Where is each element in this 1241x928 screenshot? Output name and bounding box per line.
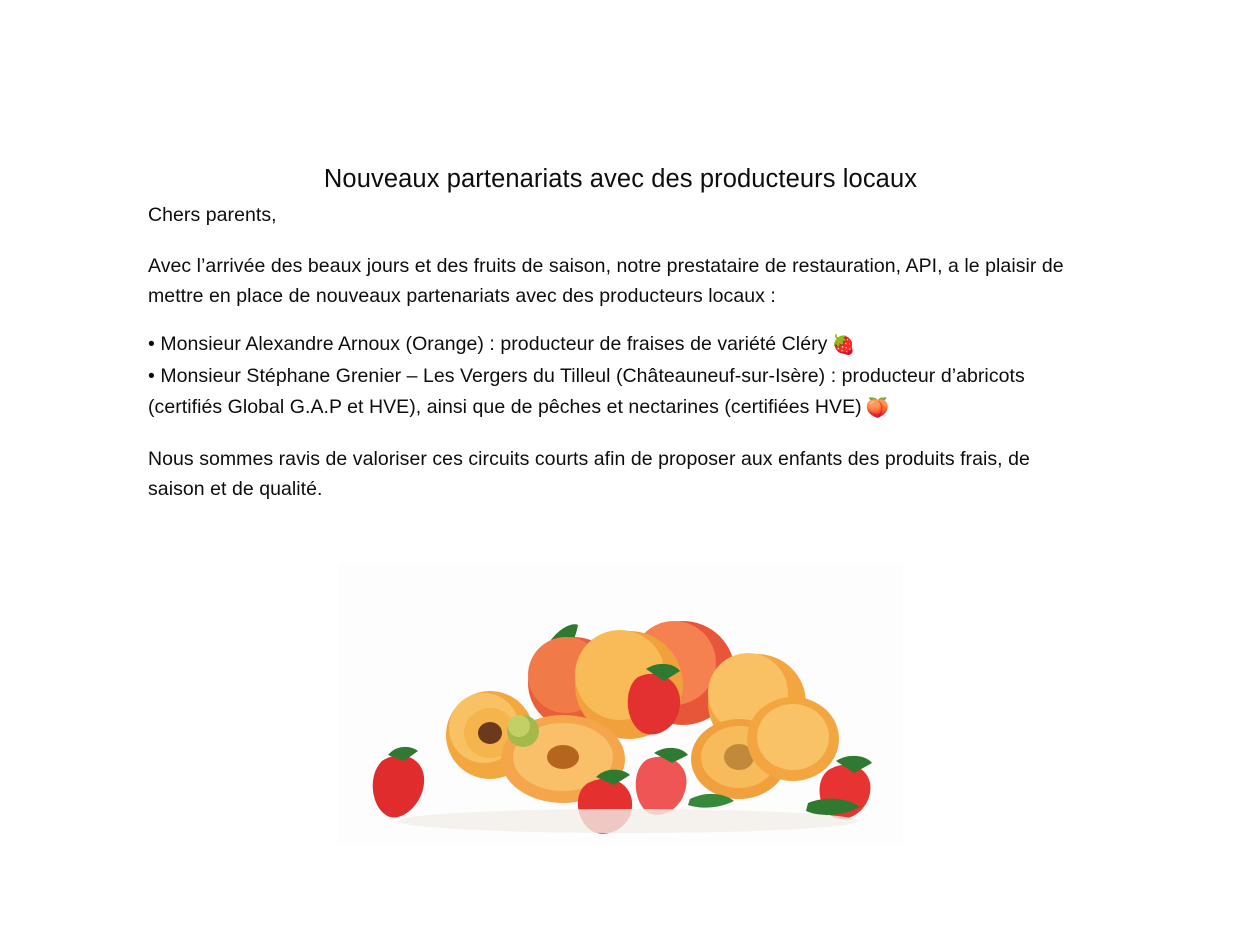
fruits-assortment-image	[338, 563, 903, 844]
partners-list	[148, 329, 1080, 424]
intro-paragraph: Avec l’arrivée des beaux jours et des fruits de saison, notre prestataire de restauration, API, a le plaisir de mettre en place de nouveaux partenariats avec des producteurs locaux :	[148, 255, 1064, 307]
peach-icon: 🍑	[865, 398, 890, 419]
list-item	[148, 329, 1080, 361]
document-body	[148, 200, 1080, 522]
greeting-paragraph: Chers parents,	[148, 204, 277, 226]
page-title: Nouveaux partenariats avec des producteurs locaux	[323, 165, 918, 194]
list-item-text: • Monsieur Stéphane Grenier – Les Vergers du Tilleul (Châteauneuf-sur-Isère) : producteur d’abricots (certifiés Global G.A.P et HVE), ainsi que de pêches et nectarines (certifiées HVE)	[148, 365, 1025, 418]
list-item-text: • Monsieur Alexandre Arnoux (Orange) : producteur de fraises de variété Cléry	[148, 333, 828, 355]
closing-paragraph: Nous sommes ravis de valoriser ces circuits courts afin de proposer aux enfants des produits frais, de saison et de qualité.	[148, 448, 1030, 500]
strawberry-icon: 🍓	[831, 335, 856, 356]
list-item	[148, 361, 1080, 424]
